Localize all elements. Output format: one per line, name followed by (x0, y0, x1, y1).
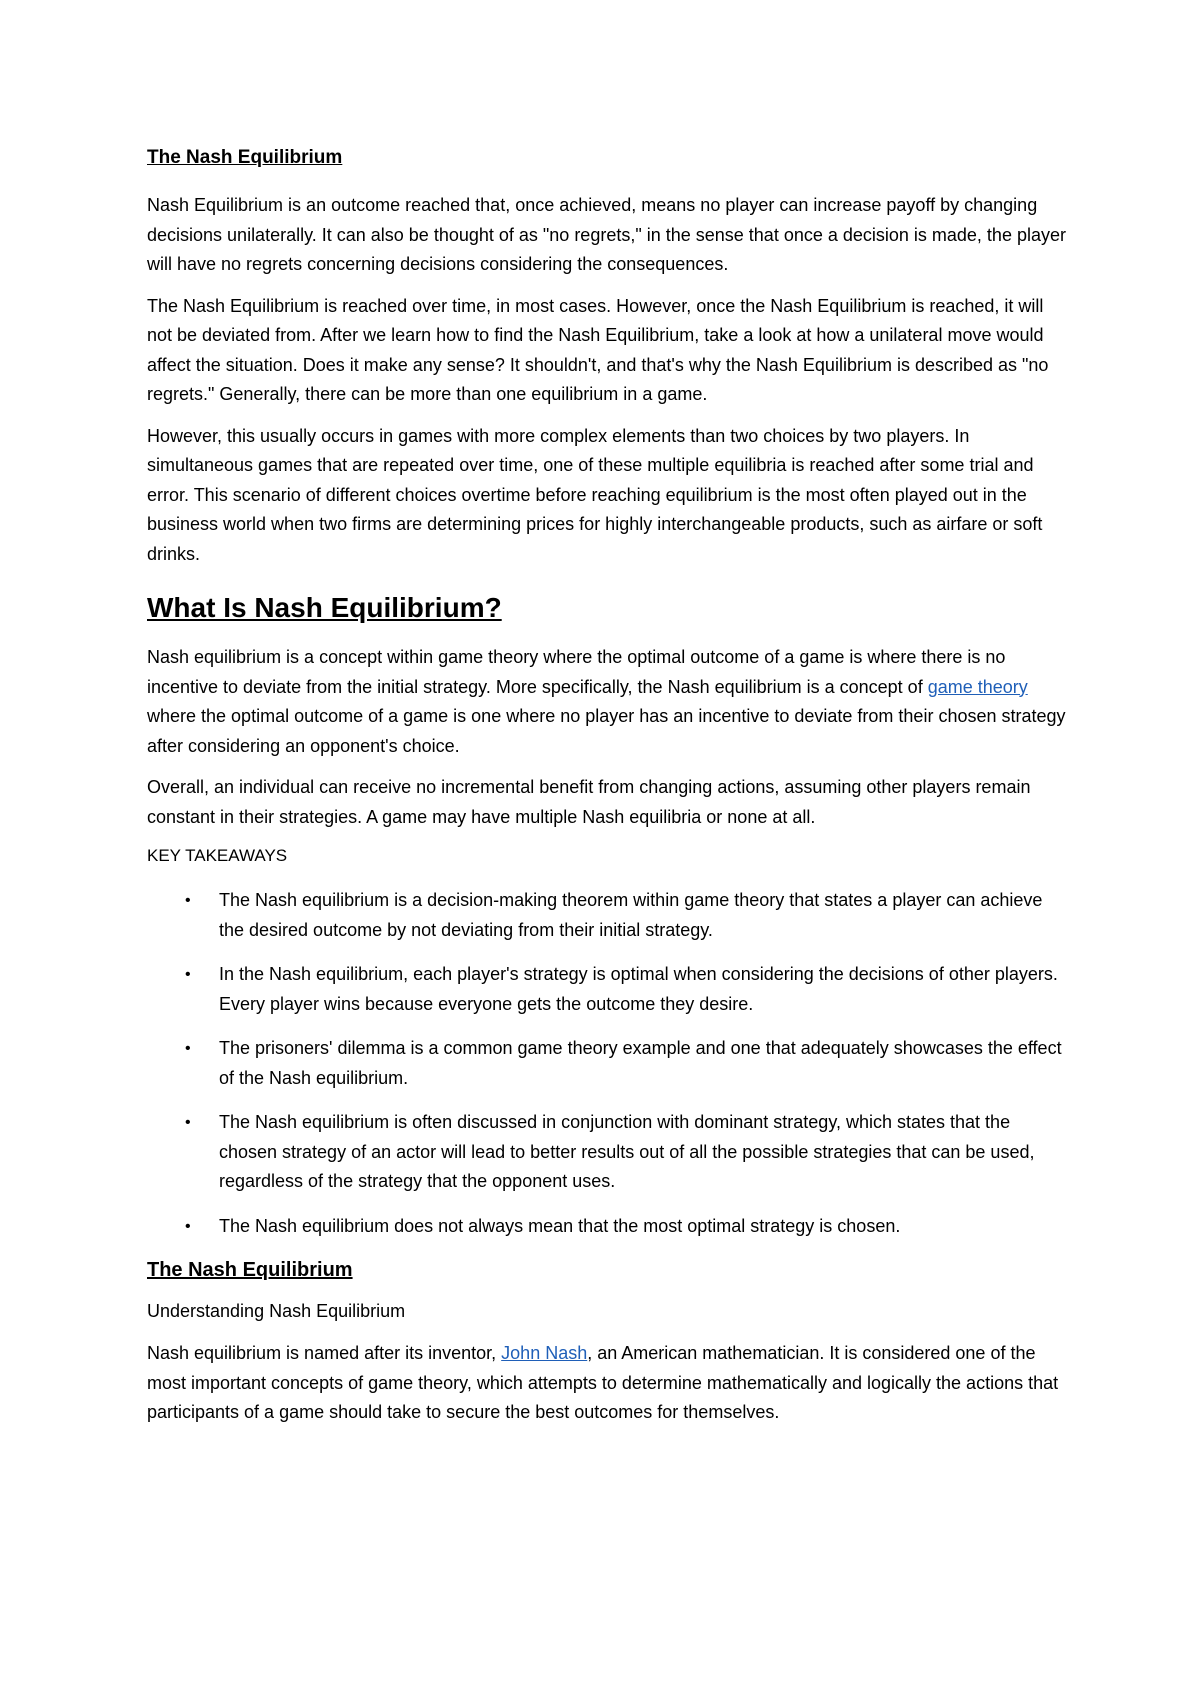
list-item (147, 1212, 1067, 1242)
key-takeaways-list (147, 886, 1067, 1241)
paragraph-reached-over-time: The Nash Equilibrium is reached over time, in most cases. However, once the Nash Equilibrium is reached, it will not be deviated from. After we learn how to find the Nash Equilibrium, take a look at how a unilateral move would affect the situation. Does it make any sense? It shouldn't, and that's why the Nash Equilibrium is described as "no regrets." Generally, there can be more than one equilibrium in a game. (147, 295, 1049, 404)
key-takeaways-label: KEY TAKEAWAYS (147, 846, 288, 865)
game-theory-link[interactable]: game theory (927, 676, 1028, 697)
bullet-icon: • (185, 1217, 191, 1235)
paragraph-multiple-equilibria: However, this usually occurs in games with more complex elements than two choices by two players. In simultaneous games that are repeated over time, one of these multiple equilibria is reached after some trial and error. This scenario of different choices overtime before reaching equilibrium is the most often played out in the business world when two firms are determining prices for highly interchangeable products, such as airfare or soft drinks. (147, 425, 1043, 564)
page-title-what-is-nash-equilibrium: What Is Nash Equilibrium? (147, 592, 502, 623)
subtitle-understanding: Understanding Nash Equilibrium (147, 1301, 406, 1321)
paragraph-concept (147, 643, 1067, 761)
paragraph-overall: Overall, an individual can receive no incremental benefit from changing actions, assuming other players remain constant in their strategies. A game may have multiple Nash equilibria or none at all. (147, 777, 1031, 827)
john-nash-link[interactable]: John Nash (501, 1343, 588, 1363)
paragraph-named-after (147, 1339, 1067, 1428)
list-item-text: The prisoners' dilemma is a common game theory example and one that adequately showcases the effect of the Nash equilibrium. (219, 1038, 1062, 1088)
list-item (147, 886, 1067, 945)
bullet-icon: • (185, 892, 191, 909)
list-item-text: The Nash equilibrium is often discussed in conjunction with dominant strategy, which states that the chosen strategy of an actor will lead to better results out of all the possible strategies that can be used, regardless of the strategy that the opponent uses. (219, 1112, 1035, 1191)
list-item-text: In the Nash equilibrium, each player's strategy is optimal when considering the decisions of other players. Every player wins because everyone gets the outcome they desire. (219, 964, 1058, 1014)
bullet-icon: • (185, 1040, 191, 1057)
paragraph-definition: Nash Equilibrium is an outcome reached that, once achieved, means no player can increase payoff by changing decisions unilaterally. It can also be thought of as "no regrets," in the sense that once a decision is made, the player will have no regrets concerning decisions considering the consequences. (147, 195, 1066, 274)
text-segment: Nash equilibrium is named after its inventor, (147, 1343, 502, 1363)
list-item-text: The Nash equilibrium does not always mean that the most optimal strategy is chosen. (219, 1215, 901, 1236)
document-page (147, 146, 1067, 1440)
section-heading-nash-equilibrium-2: The Nash Equilibrium (147, 1259, 353, 1281)
text-segment: , an American mathematician. It is considered one of the most important concepts of game theory, which attempts to determine mathematically and logically the actions that participants of a game should take to secure the best outcomes for themselves. (147, 1343, 1059, 1422)
list-item (147, 960, 1067, 1019)
bullet-icon: • (185, 1114, 191, 1131)
section-heading-nash-equilibrium: The Nash Equilibrium (147, 147, 343, 168)
list-item-text: The Nash equilibrium is a decision-making theorem within game theory that states a player can achieve the desired outcome by not deviating from their initial strategy. (219, 890, 1043, 940)
list-item (147, 1108, 1067, 1197)
text-segment: Nash equilibrium is a concept within game theory where the optimal outcome of a game is where there is no incentive to deviate from the initial strategy. More specifically, the Nash equilibrium is a concept of (147, 647, 1006, 697)
list-item (147, 1034, 1067, 1093)
text-segment: where the optimal outcome of a game is one where no player has an incentive to deviate from their chosen strategy after considering an opponent's choice. (147, 706, 1066, 756)
bullet-icon: • (185, 966, 191, 983)
